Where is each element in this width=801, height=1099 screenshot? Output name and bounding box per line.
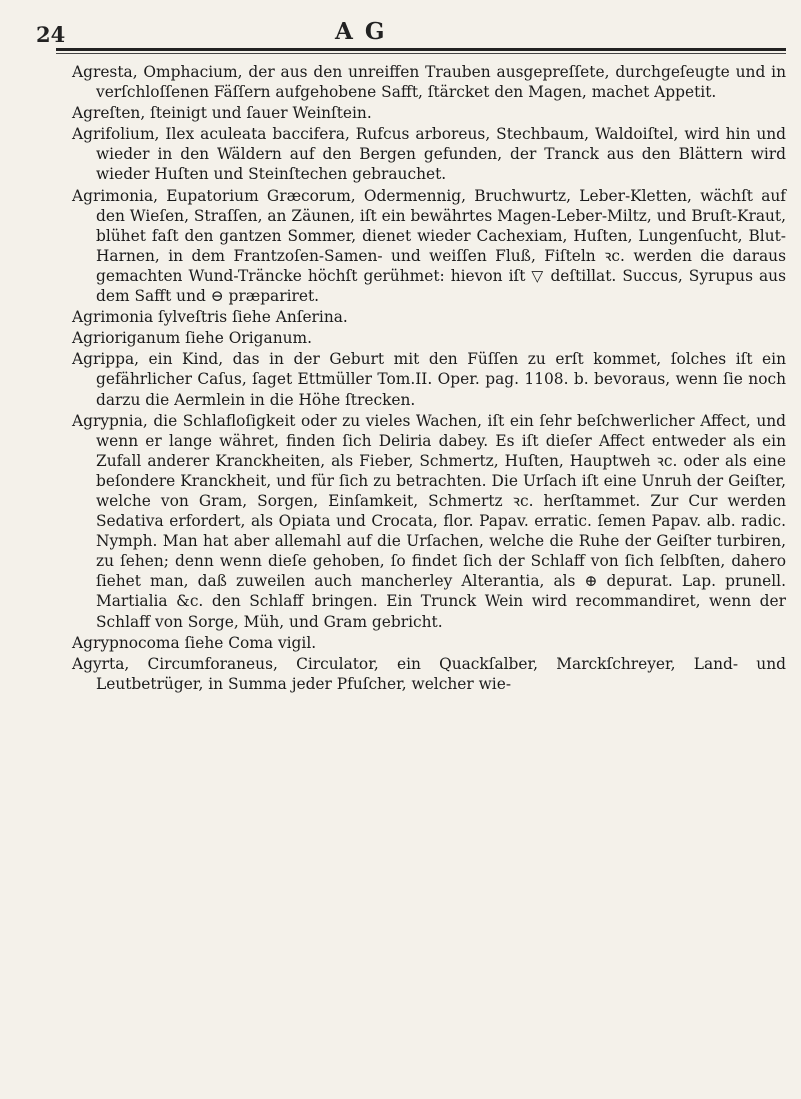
header-rule <box>56 48 786 51</box>
entry-agrimonia: Agrimonia, Eupatorium Græcorum, Odermennig, Bruchwurtz, Leber-Kletten, wächſt auf den Wieſen, Straſſen, an Zäunen, iſt ein bewährtes Magen-Leber-Miltz, und Bruſt-Kraut, blühet faſt den gantzen Sommer, dienet wieder Cachexiam, Huſten, Lungenſucht, Blut-Harnen, in dem Frantzoſen-Samen- und weiſſen Fluß, Fiſteln ꝛc. werden die daraus gemachten Wund-Träncke höchſt gerühmet: hievon iſt ▽ deſtillat. Succus, Syrupus aus dem Safft und ⊖ præpariret. <box>72 186 786 306</box>
entry-agrypnocoma: Agrypnocoma ſiehe Coma vigil. <box>72 633 317 652</box>
entry-agresten: Agreſten, ſteinigt und ſauer Weinſtein. <box>72 104 372 123</box>
entry-agyrta: Agyrta, Circumforaneus, Circulator, ein Quackſalber, Marckſchreyer, Land- und Leutbetrüger, in Summa jeder Pfuſcher, welcher wie- <box>72 654 786 693</box>
entry-agrioriganum: Agrioriganum ſiehe Origanum. <box>72 329 313 348</box>
running-head: A G <box>335 18 387 45</box>
entry-agresta: Agresta, Omphacium, der aus den unreiffen Trauben ausgepreſſete, durchgeſeugte und in verſchloſſenen Fäſſern aufgehobene Safft, ſtärcket den Magen, machet Appetit. <box>72 63 786 102</box>
entry-agrifolium: Agrifolium, Ilex aculeata baccifera, Rufcus arboreus, Stechbaum, Waldoiſtel, wird hin und wieder in den Wäldern auf den Bergen gefunden, der Tranck aus den Blättern wird wieder Huſten und Steinſtechen gebrauchet. <box>72 125 786 184</box>
entry-agrimonia-sylvestris: Agrimonia ſylveſtris ſiehe Anſerina. <box>72 308 348 327</box>
header-rule-thin <box>56 53 786 54</box>
entry-agrippa: Agrippa, ein Kind, das in der Geburt mit den Füſſen zu erſt kommet, ſolches iſt ein gefährlicher Caſus, ſaget Ettmüller Tom.II. Oper. pag. 1108. b. bevoraus, wenn ſie noch darzu die Aermlein in die Höhe ſtrecken. <box>72 350 786 409</box>
dictionary-text <box>72 62 786 695</box>
page-header <box>0 0 801 60</box>
entry-agrypnia: Agrypnia, die Schlafloſigkeit oder zu vieles Wachen, iſt ein ſehr beſchwerlicher Affect, und wenn er lange währet, finden ſich Deliria dabey. Es iſt dieſer Affect entweder als ein Zufall anderer Kranckheiten, als Fieber, Schmertz, Huſten, Hauptweh ꝛc. oder als eine beſondere Kranckheit, und für ſich zu betrachten. Die Urſach iſt eine Unruh der Geiſter, welche von Gram, Sorgen, Einſamkeit, Schmertz ꝛc. herſtammet. Zur Cur werden Sedativa erfordert, als Opiata und Crocata, flor. Papav. erratic. ſemen Papav. alb. radic. Nymph. Man hat aber allemahl auf die Urſachen, welche die Ruhe der Geiſter turbiren, zu ſehen; denn wenn dieſe gehoben, ſo findet ſich der Schlaff von ſich ſelbſten, dahero ſiehet man, daß zuweilen auch mancherley Alterantia, als ⊕ depurat. Lap. prunell. Martialia &c. den Schlaff bringen. Ein Trunck Wein wird recommandiret, wenn der Schlaff von Sorge, Müh, und Gram gebricht. <box>72 411 786 631</box>
page-number: 24 <box>36 22 66 47</box>
